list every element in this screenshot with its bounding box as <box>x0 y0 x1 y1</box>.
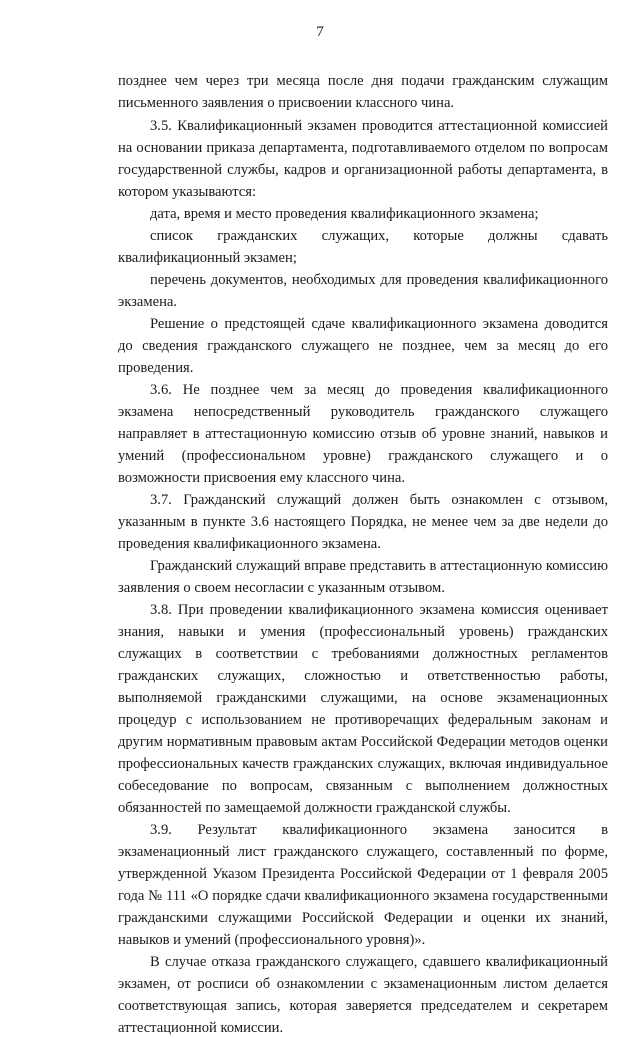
list-item-servants: список гражданских служащих, которые должны сдавать квалификационный экзамен; <box>118 228 608 266</box>
list-item-date: дата, время и место проведения квалификационного экзамена; <box>150 206 539 222</box>
list-item-documents: перечень документов, необходимых для проведения квалификационного экзамена. <box>118 272 608 310</box>
document-body <box>118 70 608 1039</box>
paragraph-3-8: 3.8. При проведении квалификационного экзамена комиссия оценивает знания, навыки и умения (профессиональный уровень) гражданских служащих в соответствии с требованиями должностных регламентов гражданских служащих, сложностью и ответственностью работы, выполняемой гражданскими служащими, на основе экзаменационных процедур с использованием не противоречащих федеральным законам и другим нормативным правовым актам Российской Федерации методов оценки профессиональных качеств гражданских служащих, включая индивидуальное собеседование по вопросам, связанным с выполнением должностных обязанностей по замещаемой должности гражданской службы. <box>118 602 608 816</box>
paragraph-decision: Решение о предстоящей сдаче квалификационного экзамена доводится до сведения гражданского служащего не позднее, чем за месяц до его проведения. <box>118 316 608 376</box>
paragraph-disagreement: Гражданский служащий вправе представить в аттестационную комиссию заявления о своем несогласии с указанным отзывом. <box>118 558 608 596</box>
page-number: 7 <box>316 24 324 40</box>
paragraph-refusal: В случае отказа гражданского служащего, сдавшего квалификационный экзамен, от росписи об ознакомлении с экзаменационным листом делается соответствующая запись, которая заверяется председателем и секретарем аттестационной комиссии. <box>118 954 608 1036</box>
paragraph-3-9: 3.9. Результат квалификационного экзамена заносится в экзаменационный лист гражданского служащего, составленный по форме, утвержденной Указом Президента Российской Федерации от 1 февраля 2005 года № 111 «О порядке сдачи квалификационного экзамена государственными гражданскими служащими Российской Федерации и оценки их знаний, навыков и умений (профессионального уровня)». <box>118 822 608 948</box>
paragraph-continuation: позднее чем через три месяца после дня подачи гражданским служащим письменного заявления о присвоении классного чина. <box>118 73 608 111</box>
paragraph-3-5: 3.5. Квалификационный экзамен проводится аттестационной комиссией на основании приказа департамента, подготавливаемого отделом по вопросам государственной службы, кадров и организационной работы департамента, в котором указываются: <box>118 118 608 200</box>
paragraph-3-7: 3.7. Гражданский служащий должен быть ознакомлен с отзывом, указанным в пункте 3.6 настоящего Порядка, не менее чем за две недели до проведения квалификационного экзамена. <box>118 492 608 552</box>
paragraph-3-6: 3.6. Не позднее чем за месяц до проведения квалификационного экзамена непосредственный руководитель гражданского служащего направляет в аттестационную комиссию отзыв об уровне знаний, навыков и умений (профессиональном уровне) гражданского служащего и о возможности присвоения ему классного чина. <box>118 382 608 486</box>
